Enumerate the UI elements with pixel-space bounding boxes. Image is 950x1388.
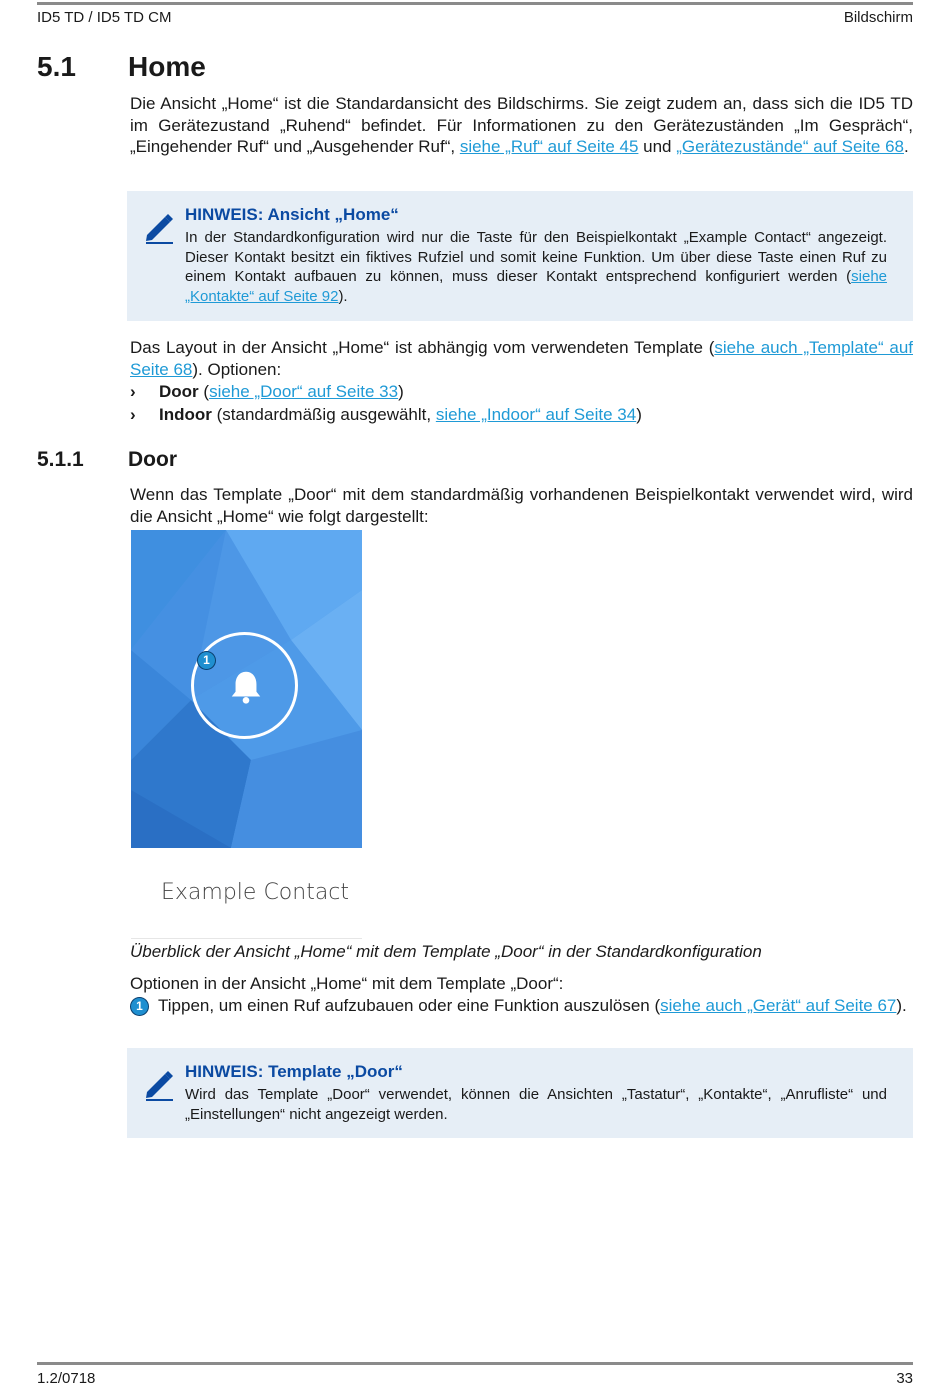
door-option-end: ). — [896, 996, 907, 1015]
subsection-title: Door — [128, 448, 177, 471]
note-body: Wird das Template „Door“ verwendet, können die Ansichten „Tastatur“, „Kontakte“, „Anrufliste“ und „Einstellungen“ nicht angezeigt werden. — [185, 1086, 887, 1123]
section-number: 5.1 — [37, 51, 76, 82]
door-options-intro: Optionen in der Ansicht „Home“ mit dem Template „Door“: — [130, 974, 564, 993]
chevron-right-icon: › — [130, 382, 136, 401]
callout-marker: 1 — [131, 998, 148, 1015]
link-geraet[interactable]: siehe auch „Gerät“ auf Seite 67 — [660, 996, 897, 1015]
option-name: Door — [159, 382, 199, 401]
home-screen-preview — [131, 530, 362, 848]
layout-text-1: Das Layout in der Ansicht „Home“ ist abhängig vom verwendeten Template ( — [130, 338, 715, 357]
link-geraetezustaende[interactable]: „Gerätezustände“ auf Seite 68 — [676, 137, 904, 156]
note-text: In der Standardkonfiguration wird nur die Taste für den Beispielkontakt „Example Contact“ angezeigt. Dieser Kontakt besitzt ein fiktives Rufziel und somit keine Funktion. Um über diese Taste einen Ruf zu einem Kontakt aufbauen zu können, muss dieser Kontakt entsprechend konfiguriert werden ( — [185, 229, 887, 286]
link-door[interactable]: siehe „Door“ auf Seite 33 — [209, 382, 399, 401]
note-box-door — [127, 1048, 913, 1138]
footer-rule — [37, 1362, 913, 1365]
link-indoor[interactable]: siehe „Indoor“ auf Seite 34 — [435, 405, 637, 424]
header-doc-title: ID5 TD / ID5 TD CM — [37, 9, 172, 26]
note-title: HINWEIS: Template „Door“ — [185, 1062, 403, 1081]
callout-marker: 1 — [198, 652, 215, 669]
header-rule — [37, 2, 913, 5]
bell-icon — [227, 668, 265, 706]
note-body — [185, 228, 887, 306]
subsection-number: 5.1.1 — [37, 448, 84, 471]
intro-text-3: . — [903, 137, 909, 156]
option-text: ( — [198, 382, 210, 401]
chevron-right-icon: › — [130, 405, 136, 424]
note-title: HINWEIS: Ansicht „Home“ — [185, 205, 399, 224]
figure-caption: Überblick der Ansicht „Home“ mit dem Template „Door“ in der Standardkonfiguration — [130, 942, 762, 961]
door-intro-paragraph: Wenn das Template „Door“ mit dem standardmäßig vorhandenen Beispielkontakt verwendet wird, wird die Ansicht „Home“ wie folgt dargestellt: — [130, 485, 913, 526]
option-name: Indoor — [159, 405, 212, 424]
header-chapter: Bildschirm — [843, 9, 913, 26]
section-title: Home — [128, 51, 206, 82]
pencil-icon — [141, 1068, 175, 1102]
link-kontakte[interactable]: siehe „Kontakte“ auf Seite 92 — [185, 268, 887, 305]
link-template[interactable]: siehe auch „Template“ auf Seite 68 — [130, 338, 913, 379]
divider — [131, 938, 362, 939]
layout-text-2: ). Optionen: — [192, 359, 282, 379]
intro-text-1: Die Ansicht „Home“ ist die Standardansicht des Bildschirms. Sie zeigt zudem an, dass sich die ID5 TD im Gerätezustand „Ruhend“ befindet. Für Informationen zu den Gerätezuständen „Im Gespräch“, „Eingehender Ruf“ und „Ausgehender Ruf“, — [130, 94, 913, 156]
layout-paragraph — [130, 337, 913, 380]
page-number: 33 — [896, 1370, 913, 1387]
note-end: ). — [338, 287, 348, 305]
door-option-text: Tippen, um einen Ruf aufzubauen oder eine Funktion auszulösen ( — [158, 996, 661, 1015]
option-text: (standardmäßig ausgewählt, — [211, 405, 436, 424]
link-ruf[interactable]: siehe „Ruf“ auf Seite 45 — [459, 137, 639, 156]
note-box-home — [127, 191, 913, 321]
pencil-icon — [141, 211, 175, 245]
intro-paragraph — [130, 93, 913, 158]
option-end: ) — [398, 382, 404, 401]
door-option-item — [158, 995, 913, 1017]
footer-version: 1.2/0718 — [37, 1370, 96, 1387]
contact-label[interactable]: Example Contact — [161, 880, 350, 905]
intro-text-2: und — [638, 137, 677, 156]
option-end: ) — [636, 405, 642, 424]
